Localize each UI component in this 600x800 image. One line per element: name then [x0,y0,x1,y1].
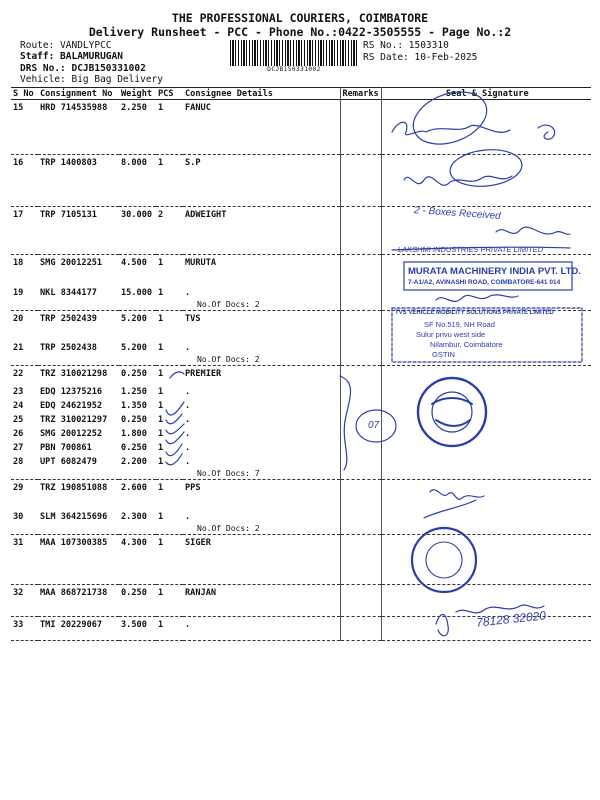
cell-sno: 25 [13,414,24,425]
signature-16 [404,176,512,185]
cell-sno: 21 [11,340,38,366]
cell-consignee: PPS [185,482,201,493]
docs-count: No.Of Docs: 2 [197,524,260,533]
cell-weight: 1.350 [121,400,147,411]
stamp-lakshmi: LAKSHMI INDUSTRIES PRIVATE LIMITED [397,245,544,254]
cell-pcs: 1 [156,509,183,535]
cell-consignment: TRP 2502438 [38,340,119,366]
cell-weight: 2.200 [119,454,156,480]
cell-weight: 5.200 [121,313,147,324]
cell-pcs: 1 [156,100,183,155]
cell-weight: 1.250 [121,386,147,397]
cell-consignment: TRZ 310021298 [40,369,108,379]
col-remarks: Remarks [340,88,381,100]
cell-sno: 15 [11,100,38,155]
cell-sno: 20 [13,313,24,324]
col-sno: S No [11,88,38,100]
cell-sno: 26 [13,428,24,439]
barcode-text: DCJB150331002 [267,66,321,73]
company-title: THE PROFESSIONAL COURIERS, COIMBATORE [171,11,429,25]
docs-count: No.Of Docs: 2 [197,355,260,364]
cell-pcs: 1 [158,400,164,411]
stamp-tvs-line3: Sulur privu west side [416,330,486,339]
cell-weight: 8.000 [119,155,156,207]
stamp-round-31 [412,528,476,592]
cell-sno: 33 [11,617,38,641]
stamp-tvs-line4: Nilambur, Coimbatore [430,340,503,349]
cell-pcs: 1 [156,535,183,585]
cell-weight: 0.250 [121,369,147,379]
cell-pcs: 1 [158,414,164,425]
cell-consignment: TRZ 310021297 [40,414,108,425]
rs-number: RS No.: 1503310 [363,40,449,51]
stamp-round-22 [418,378,486,446]
cell-sno: 18 [13,258,24,268]
cell-consignment: TRP 7105131 [38,207,119,255]
docs-count: No.Of Docs: 7 [197,468,260,478]
cell-consignment: NKL 8344177 [38,285,119,311]
cell-pcs: 1 [158,386,164,397]
cell-consignment: SMG 20012252 [40,428,103,439]
cell-sno: 28 [11,454,38,480]
cell-weight: 1.800 [121,428,147,439]
cell-consignee: . No.Of Docs: 2 [183,509,340,535]
cell-consignee: TVS [185,313,201,324]
cell-pcs: 1 [156,285,183,311]
cell-consignment: SLM 364215696 [38,509,119,535]
bracket-22 [340,376,351,470]
cell-consignment: TRP 2502439 [40,313,97,324]
cell-weight: 30.000 [119,207,156,255]
col-pcs: PCS [156,88,183,100]
drs-number: DRS No.: DCJB150331002 [20,63,146,74]
cell-consignment: TRZ 190851088 [40,482,108,493]
cell-weight: 0.250 [121,414,147,425]
cell-consignee: . No.Of Docs: 2 [183,285,340,311]
cell-sno: 32 [11,585,38,617]
stamp-tvs-line2: SF No.519, NH Road [424,320,495,329]
tick-marks [166,372,184,465]
cell-pcs: 1 [158,258,164,268]
col-seal-signature: Seal & Signature [381,88,591,100]
cell-consignment: HRD 714535988 [38,100,119,155]
cell-weight: 2.300 [119,509,156,535]
cell-pcs: 1 [156,155,183,207]
signature-19 [436,295,518,302]
vehicle: Vehicle: Big Bag Delivery [20,74,163,85]
rs-date: RS Date: 10-Feb-2025 [363,52,478,63]
stamp-16-round [448,146,523,189]
cell-weight: 2.600 [121,482,147,493]
cell-consignee: FANUC [183,100,340,155]
cell-consignee: . [185,386,191,397]
cell-consignment: MAA 107300385 [38,535,119,585]
cell-consignment: UPT 6082479 [38,454,119,480]
cell-consignee: MURUTA [185,258,217,268]
handwritten-07: 07 [368,420,380,431]
cell-sno: 30 [11,509,38,535]
cell-sno: 22 [13,369,24,379]
cell-sno: 17 [11,207,38,255]
cell-pcs: 1 [158,482,164,493]
cell-consignee: ADWEIGHT [183,207,340,255]
cell-pcs: 1 [156,454,183,480]
cell-sno: 23 [13,386,24,397]
stamp-tvs-name: TVS VEHICLE MOBILITY SOLUTIONS PRIVATE LIMITED [395,310,554,316]
cell-weight: 4.300 [119,535,156,585]
cell-consignee: RANJAN [183,585,340,617]
cell-consignment: MAA 868721738 [38,585,119,617]
cell-consignee: . [185,442,191,453]
cell-consignee: . No.Of Docs: 2 [183,340,340,366]
cell-weight: 15.000 [119,285,156,311]
cell-weight: 2.250 [119,100,156,155]
cell-consignment: PBN 700861 [40,442,92,453]
cell-consignment: EDQ 24621952 [40,400,103,411]
cell-pcs: 2 [156,207,183,255]
signature-15b [538,125,555,139]
stamp-15-round [406,82,494,153]
cell-consignee: . [185,428,191,439]
cell-pcs: 1 [158,428,164,439]
handwritten-phone: 78128 32020 [475,608,547,630]
cell-pcs: 1 [156,617,183,641]
cell-pcs: 1 [158,313,164,324]
cell-weight: 0.250 [119,585,156,617]
col-consignee: Consignee Details [183,88,340,100]
cell-consignment: TRP 1400803 [38,155,119,207]
cell-sno: 16 [11,155,38,207]
cell-weight: 4.500 [121,258,147,268]
cell-consignee: . [185,400,191,411]
stamp-murata-name: MURATA MACHINERY INDIA PVT. LTD. [408,266,581,277]
signature-15 [392,122,510,135]
cell-consignment: EDQ 12375216 [40,386,103,397]
cell-consignee: . [183,617,340,641]
cell-consignee: . [185,414,191,425]
cell-consignee: SIGER [183,535,340,585]
signature-29 [424,490,484,518]
signature-17 [496,227,570,234]
cell-weight: 3.500 [119,617,156,641]
cell-sno: 19 [11,285,38,311]
cell-sno: 27 [13,442,24,453]
cell-consignee: . No.Of Docs: 7 [183,454,340,480]
cell-pcs: 1 [158,442,164,453]
cell-sno: 24 [13,400,24,411]
cell-pcs: 1 [158,369,164,379]
cell-consignment: TMI 20229067 [38,617,119,641]
runsheet-subtitle: Delivery Runsheet - PCC - Phone No.:0422-3505555 - Page No.:2 [88,25,512,39]
cell-consignee: PREMIER [185,369,222,379]
stamp-tvs-line5: GSTIN [432,350,455,359]
handwritten-boxes-received: 2 - Boxes Received [413,204,501,223]
cell-sno: 31 [11,535,38,585]
cell-weight: 5.200 [119,340,156,366]
col-consignment: Consignment No [38,88,119,100]
col-weight: Weight [119,88,156,100]
cell-pcs: 1 [156,340,183,366]
cell-weight: 0.250 [121,442,147,453]
cell-sno: 29 [13,482,24,493]
cell-consignee: S.P [183,155,340,207]
docs-count: No.Of Docs: 2 [197,299,260,309]
route: Route: VANDLYPCC [20,40,112,51]
stamp-murata-address: 7-A1/A2, AVINASHI ROAD, COIMBATORE-641 014 [408,279,561,286]
cell-pcs: 1 [156,585,183,617]
cell-consignment: SMG 20012251 [40,258,103,268]
staff: Staff: BALAMURUGAN [20,51,123,62]
